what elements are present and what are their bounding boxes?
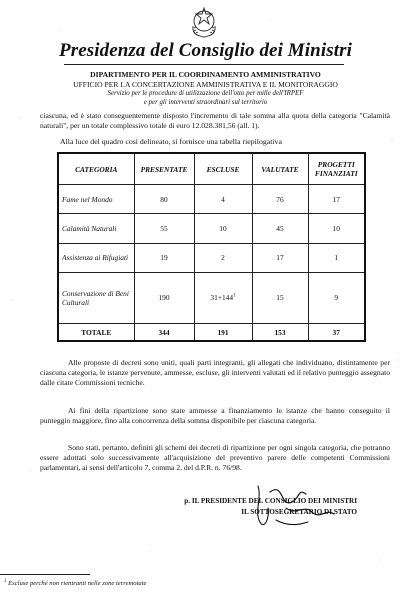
header-escluse: ESCLUSE <box>194 153 252 185</box>
row-finanziati: 17 <box>308 185 365 214</box>
table-row <box>58 243 365 272</box>
total-label: TOTALE <box>58 324 134 342</box>
department-name: DIPARTIMENTO PER IL COORDINAMENTO AMMINISTRATIVO <box>90 70 321 79</box>
row-valutate: 17 <box>252 243 308 272</box>
summary-table <box>57 152 366 342</box>
institution-title: Presidenza del Consiglio dei Ministri <box>59 40 352 61</box>
table-row <box>58 272 365 323</box>
header-valutate: VALUTATE <box>252 153 308 185</box>
footnote-text: Escluse perché non rientranti nelle zone terremotate <box>8 580 147 588</box>
row-escluse: 2 <box>194 243 252 272</box>
total-row <box>58 324 365 342</box>
body-paragraph-1: Alle proposte di decreti sono uniti, quali parti integranti, gli allegati che individuano, distintamente per ciascuna categoria, le istanze pervenute, ammesse, escluse, gli interventi valutati ed il relativo punteggio assegnato dalle citate Commissioni tecniche. <box>40 358 390 388</box>
signature-line-2: IL SOTTOSEGRETARIO DI STATO <box>241 508 357 516</box>
body-paragraph-2: Ai fini della ripartizione sono state ammesse a finanziamento le istanze che hanno conseguito il punteggio maggiore, fino alla concorrenza della somma disponibile per ciascuna categoria. <box>40 406 390 426</box>
table-lead-text: Alla luce del quadro così delineato, si fornisce una tabella riepilogativa <box>60 137 282 146</box>
table-row <box>58 214 365 243</box>
row-finanziati: 9 <box>308 272 365 323</box>
signature-line-1: p. IL PRESIDENTE DEL CONSIGLIO DEI MINISTRI <box>184 497 357 505</box>
row-category: Calamità Naturali <box>58 214 134 243</box>
total-valutate: 153 <box>252 324 308 342</box>
office-name: UFFICIO PER LA CONCERTAZIONE AMMINISTRATIVA E IL MONITORAGGIO <box>73 80 338 89</box>
header-categoria: CATEGORIA <box>58 153 134 185</box>
row-valutate: 15 <box>252 272 308 323</box>
footnote <box>4 579 146 587</box>
total-finanziati: 37 <box>308 324 365 342</box>
row-category: Conservazione di Beni Culturali <box>58 272 134 323</box>
republic-emblem-icon <box>188 4 220 38</box>
row-presentate: 190 <box>134 272 194 323</box>
body-paragraph-3: Sono stati, pertanto, definiti gli schemi dei decreti di ripartizione per ogni singola categoria, che potranno essere adottati solo successivamente all'acquisizione del preventivo parere delle competenti Commissioni parlamentari, ai sensi dell'articolo 7, comma 2, del d.P.R. n. 76/98. <box>40 443 390 473</box>
row-valutate: 45 <box>252 214 308 243</box>
row-category: Assistenza ai Rifugiati <box>58 243 134 272</box>
escluse-value: 31+144 <box>210 293 234 303</box>
row-presentate: 19 <box>134 243 194 272</box>
service-line-1: Servizio per le procedure di utilizzazione dell'otto per mille dell'IRPEF <box>107 90 304 97</box>
service-line-2: e per gli interventi straordinari sul territorio <box>143 99 268 106</box>
row-category: Fame nel Mondo <box>58 185 134 214</box>
row-finanziati: 1 <box>308 243 365 272</box>
intro-paragraph: ciascuna, ed è stato conseguentemente disposto l'incremento di tale somma alla quota della categoria "Calamità naturali", per un totale complessivo totale di euro 12.028.381,56 (all. 1). <box>40 111 390 131</box>
footnote-rule <box>0 574 90 575</box>
footnote-ref: 1 <box>233 293 236 299</box>
row-valutate: 76 <box>252 185 308 214</box>
header-progetti-finanziati: PROGETTI FINANZIATI <box>308 153 365 185</box>
table-row <box>58 185 365 214</box>
row-presentate: 80 <box>134 185 194 214</box>
header-presentate: PRESENTATE <box>134 153 194 185</box>
row-escluse: 4 <box>194 185 252 214</box>
row-escluse <box>194 272 252 323</box>
total-presentate: 344 <box>134 324 194 342</box>
row-finanziati: 10 <box>308 214 365 243</box>
total-escluse: 191 <box>194 324 252 342</box>
footnote-mark: 1 <box>4 579 7 584</box>
row-presentate: 55 <box>134 214 194 243</box>
row-escluse: 10 <box>194 214 252 243</box>
table-header-row <box>58 153 365 185</box>
title-rule <box>64 64 344 65</box>
